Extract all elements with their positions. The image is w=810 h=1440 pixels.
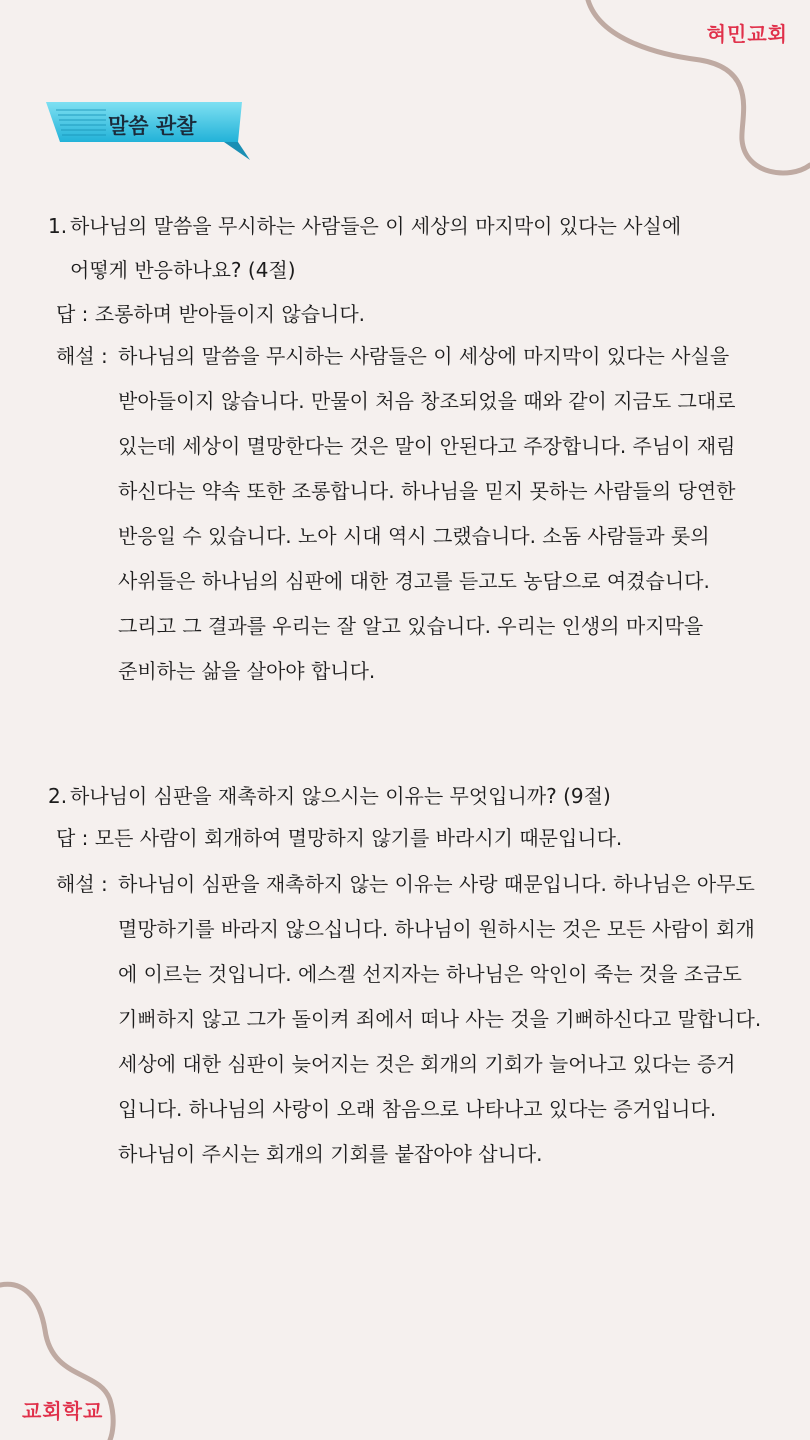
explanation-1 <box>56 334 786 694</box>
explanation-line: 하신다는 약속 또한 조롱합니다. 하나님을 믿지 못하는 사람들의 당연한 <box>118 479 736 503</box>
explanation-line: 반응일 수 있습니다. 노아 시대 역시 그랬습니다. 소돔 사람들과 롯의 <box>118 524 710 548</box>
answer-1: 답 : 조롱하며 받아들이지 않습니다. <box>56 302 366 326</box>
explanation-line: 세상에 대한 심판이 늦어지는 것은 회개의 기회가 늘어나고 있다는 증거 <box>118 1052 736 1076</box>
explanation-line: 받아들이지 않습니다. 만물이 처음 창조되었을 때와 같이 지금도 그대로 <box>118 389 736 413</box>
explanation-line: 기뻐하지 않고 그가 돌이켜 죄에서 떠나 사는 것을 기뻐하신다고 말합니다. <box>118 1007 762 1031</box>
question-1 <box>48 204 768 292</box>
explanation-line: 에 이르는 것입니다. 에스겔 선지자는 하나님은 악인이 죽는 것을 조금도 <box>118 962 742 986</box>
explanation-line: 준비하는 삶을 살아야 합니다. <box>118 659 376 683</box>
section-banner <box>46 100 256 162</box>
brand-logo-bottom: 교회학교 <box>22 1399 104 1423</box>
question-2 <box>48 774 768 818</box>
explanation-line: 입니다. 하나님의 사랑이 오래 참음으로 나타나고 있다는 증거입니다. <box>118 1097 717 1121</box>
explanation-1-label: 해설 : <box>56 344 108 368</box>
explanation-line: 그리고 그 결과를 우리는 잘 알고 있습니다. 우리는 인생의 마지막을 <box>118 614 704 638</box>
explanation-line: 하나님이 주시는 회개의 기회를 붙잡아야 삽니다. <box>118 1142 543 1166</box>
banner-title: 말씀 관찰 <box>108 114 197 138</box>
answer-2: 답 : 모든 사람이 회개하여 멸망하지 않기를 바라시기 때문입니다. <box>56 826 623 850</box>
explanation-line: 하나님이 심판을 재촉하지 않는 이유는 사랑 때문입니다. 하나님은 아무도 <box>118 872 755 896</box>
explanation-1-body <box>118 334 786 694</box>
brand-logo-top: 혀민교회 <box>706 22 788 46</box>
explanation-line: 하나님의 말씀을 무시하는 사람들은 이 세상에 마지막이 있다는 사실을 <box>118 344 730 368</box>
explanation-2-body <box>118 862 786 1177</box>
explanation-line: 멸망하기를 바라지 않으십니다. 하나님이 원하시는 것은 모든 사람이 회개 <box>118 917 755 941</box>
explanation-line: 사위들은 하나님의 심판에 대한 경고를 듣고도 농담으로 여겼습니다. <box>118 569 710 593</box>
question-1-line-2: 어떻게 반응하나요? (4절) <box>70 258 296 282</box>
question-1-line-1: 하나님의 말씀을 무시하는 사람들은 이 세상의 마지막이 있다는 사실에 <box>70 214 682 238</box>
question-2-number: 2. <box>48 784 68 808</box>
question-2-line-1: 하나님이 심판을 재촉하지 않으시는 이유는 무엇입니까? (9절) <box>70 784 611 808</box>
explanation-line: 있는데 세상이 멸망한다는 것은 말이 안된다고 주장합니다. 주님이 재림 <box>118 434 736 458</box>
explanation-2-label: 해설 : <box>56 872 108 896</box>
question-1-number: 1. <box>48 214 68 238</box>
explanation-2 <box>56 862 786 1177</box>
